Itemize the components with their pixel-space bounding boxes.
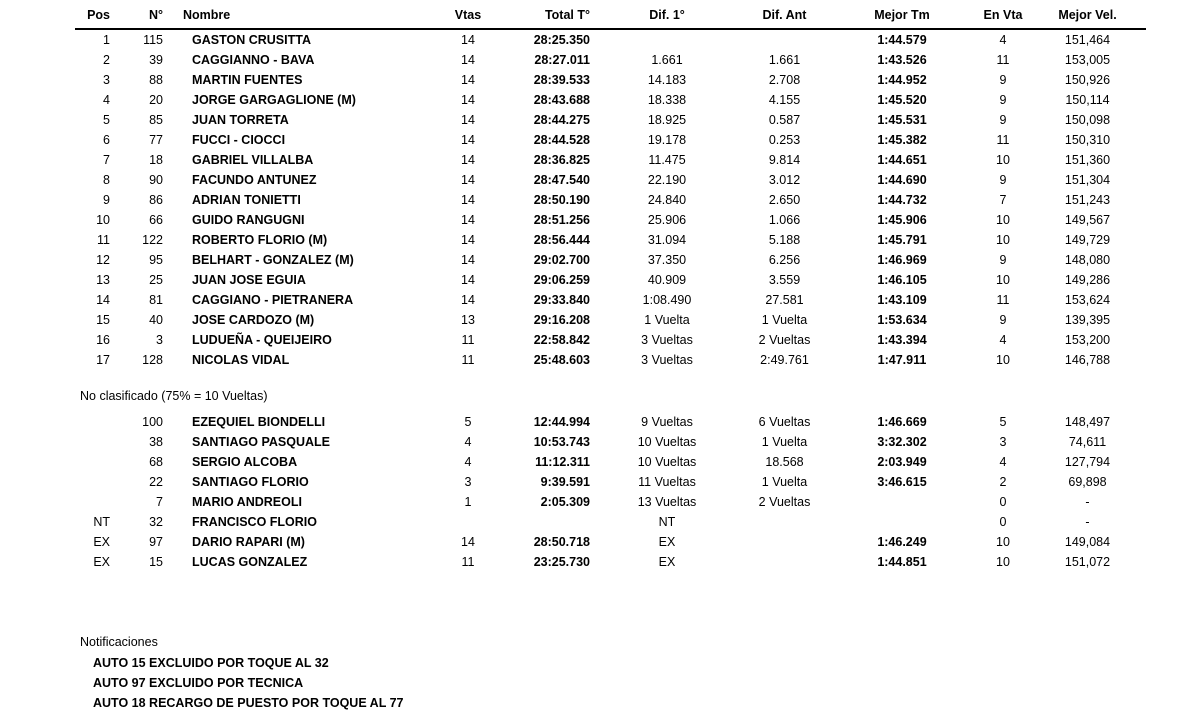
- cell-gap-to-previous: 2.708: [768, 73, 801, 87]
- cell-best-lap-time: 1:43.109: [877, 293, 927, 307]
- cell-best-lap-time: 1:45.520: [877, 93, 927, 107]
- notification-item: AUTO 97 EXCLUIDO POR TECNICA: [93, 676, 304, 690]
- cell-best-lap-number: 3: [999, 435, 1007, 449]
- cell-best-speed: 153,005: [1064, 53, 1111, 67]
- notifications-section: [80, 632, 404, 713]
- result-row: [75, 170, 1146, 190]
- cell-gap-to-previous: [742, 512, 827, 532]
- cell-driver-name: FACUNDO ANTUNEZ: [192, 173, 317, 187]
- cell-driver-name: JOSE CARDOZO (M): [192, 313, 315, 327]
- cell-best-lap-number: 11: [996, 293, 1010, 307]
- cell-laps: 14: [461, 253, 475, 267]
- cell-driver-name: ROBERTO FLORIO (M): [192, 233, 328, 247]
- cell-laps: 14: [461, 213, 475, 227]
- cell-total-time: 29:06.259: [533, 273, 590, 287]
- cell-best-lap-time: 1:46.669: [877, 415, 927, 429]
- cell-driver-name: CAGGIANNO - BAVA: [192, 53, 315, 67]
- cell-gap-to-previous: 6 Vueltas: [758, 415, 811, 429]
- result-row: [75, 30, 1146, 50]
- cell-gap-to-leader: EX: [658, 535, 676, 549]
- cell-best-lap-number: 0: [999, 515, 1007, 529]
- cell-driver-name: GABRIEL VILLALBA: [192, 153, 314, 167]
- cell-position: 10: [96, 213, 110, 227]
- cell-best-speed: 74,611: [1068, 435, 1107, 449]
- cell-total-time: [496, 512, 592, 532]
- cell-laps: 4: [464, 435, 472, 449]
- col-header-total-time: Total T°: [544, 8, 590, 22]
- cell-gap-to-previous: 4.155: [768, 93, 801, 107]
- cell-laps: [440, 512, 496, 532]
- cell-gap-to-leader: 25.906: [647, 213, 687, 227]
- cell-best-speed: 148,497: [1064, 415, 1111, 429]
- cell-total-time: 28:51.256: [533, 213, 590, 227]
- cell-best-lap-time: [827, 492, 977, 512]
- cell-best-lap-number: 11: [996, 133, 1010, 147]
- result-row: [75, 412, 1146, 432]
- cell-total-time: 28:50.718: [533, 535, 590, 549]
- cell-gap-to-previous: 1.661: [768, 53, 801, 67]
- cell-best-speed: 149,286: [1064, 273, 1111, 287]
- cell-driver-name: FUCCI - CIOCCI: [192, 133, 286, 147]
- cell-laps: 14: [461, 113, 475, 127]
- cell-best-lap-time: 1:45.791: [877, 233, 927, 247]
- cell-total-time: 28:50.190: [533, 193, 590, 207]
- cell-total-time: 28:39.533: [533, 73, 590, 87]
- cell-best-lap-number: 4: [999, 333, 1007, 347]
- cell-gap-to-previous: 2 Vueltas: [758, 333, 811, 347]
- cell-car-number: 88: [149, 73, 163, 87]
- cell-car-number: 3: [156, 333, 163, 347]
- cell-car-number: 66: [149, 213, 163, 227]
- cell-gap-to-previous: 1 Vuelta: [761, 435, 808, 449]
- result-row: [75, 512, 1146, 532]
- cell-car-number: 85: [149, 113, 163, 127]
- col-header-gap-leader: Dif. 1°: [649, 8, 685, 22]
- cell-gap-to-previous: 5.188: [768, 233, 801, 247]
- cell-best-lap-number: 9: [999, 93, 1007, 107]
- cell-best-lap-number: 10: [996, 353, 1010, 367]
- result-row: [75, 432, 1146, 452]
- cell-best-lap-time: 1:44.651: [877, 153, 927, 167]
- result-row: [75, 50, 1146, 70]
- cell-laps: 14: [461, 93, 475, 107]
- cell-best-lap-number: 7: [999, 193, 1007, 207]
- cell-driver-name: EZEQUIEL BIONDELLI: [192, 415, 326, 429]
- cell-gap-to-leader: 3 Vueltas: [641, 333, 693, 347]
- result-row: [75, 270, 1146, 290]
- cell-laps: 14: [461, 273, 475, 287]
- cell-driver-name: SANTIAGO FLORIO: [192, 475, 309, 489]
- col-header-pos: Pos: [87, 8, 110, 22]
- result-row: [75, 150, 1146, 170]
- col-header-gap-prev: Dif. Ant: [762, 8, 807, 22]
- cell-best-lap-time: 2:03.949: [877, 455, 927, 469]
- result-row: [75, 110, 1146, 130]
- cell-laps: 4: [464, 455, 472, 469]
- cell-driver-name: DARIO RAPARI (M): [192, 535, 305, 549]
- cell-laps: 14: [461, 293, 475, 307]
- cell-laps: 14: [461, 173, 475, 187]
- cell-best-lap-time: 1:44.851: [877, 555, 927, 569]
- cell-position: [75, 452, 115, 472]
- cell-gap-to-leader: 1.661: [651, 53, 683, 67]
- cell-car-number: 25: [149, 273, 163, 287]
- cell-position: 12: [96, 253, 110, 267]
- cell-car-number: 95: [149, 253, 163, 267]
- cell-gap-to-leader: 14.183: [647, 73, 687, 87]
- not-classified-rows: [75, 412, 1146, 572]
- cell-position: 15: [96, 313, 110, 327]
- cell-car-number: 39: [149, 53, 163, 67]
- cell-driver-name: MARTIN FUENTES: [192, 73, 303, 87]
- notification-item: AUTO 15 EXCLUIDO POR TOQUE AL 32: [93, 656, 329, 670]
- cell-laps: 14: [461, 133, 475, 147]
- cell-position: 11: [97, 233, 110, 247]
- cell-best-lap-time: 1:45.906: [877, 213, 927, 227]
- cell-laps: 14: [461, 153, 475, 167]
- cell-best-speed: 69,898: [1068, 475, 1107, 489]
- cell-position: 2: [103, 53, 110, 67]
- cell-position: 13: [96, 273, 110, 287]
- cell-total-time: 2:05.309: [540, 495, 590, 509]
- cell-best-speed: 151,360: [1064, 153, 1111, 167]
- cell-car-number: 90: [149, 173, 163, 187]
- cell-laps: 11: [461, 333, 475, 347]
- cell-total-time: 29:02.700: [533, 253, 590, 267]
- cell-gap-to-previous: 1.066: [768, 213, 801, 227]
- result-row: [75, 70, 1146, 90]
- cell-car-number: 15: [149, 555, 163, 569]
- cell-gap-to-leader: 18.338: [647, 93, 687, 107]
- cell-total-time: 22:58.842: [533, 333, 590, 347]
- col-header-car-number: N°: [148, 8, 163, 22]
- cell-driver-name: LUCAS GONZALEZ: [192, 555, 308, 569]
- cell-gap-to-leader: 40.909: [647, 273, 687, 287]
- cell-best-lap-time: 1:45.382: [877, 133, 927, 147]
- result-row: [75, 190, 1146, 210]
- cell-position: 7: [103, 153, 110, 167]
- cell-car-number: 38: [149, 435, 163, 449]
- cell-position: 14: [96, 293, 110, 307]
- cell-gap-to-previous: 9.814: [768, 153, 801, 167]
- result-row: [75, 250, 1146, 270]
- cell-best-lap-time: 1:46.969: [877, 253, 927, 267]
- cell-best-lap-time: 1:47.911: [877, 353, 927, 367]
- cell-total-time: 9:39.591: [540, 475, 590, 489]
- cell-gap-to-previous: 3.012: [768, 173, 801, 187]
- cell-car-number: 122: [142, 233, 163, 247]
- cell-best-speed: 149,567: [1064, 213, 1111, 227]
- cell-gap-to-leader: 9 Vueltas: [641, 415, 693, 429]
- cell-best-speed: 151,464: [1064, 33, 1111, 47]
- cell-laps: 11: [461, 555, 475, 569]
- cell-position: EX: [93, 555, 110, 569]
- cell-best-lap-number: 9: [999, 313, 1007, 327]
- cell-best-lap-number: 9: [999, 73, 1007, 87]
- cell-driver-name: BELHART - GONZALEZ (M): [192, 253, 354, 267]
- cell-gap-to-leader: 11 Vueltas: [638, 475, 696, 489]
- cell-best-speed: 153,200: [1064, 333, 1111, 347]
- cell-position: 1: [103, 33, 110, 47]
- cell-best-lap-number: 11: [996, 53, 1010, 67]
- cell-total-time: 29:16.208: [533, 313, 590, 327]
- cell-best-lap-time: 1:45.531: [877, 113, 927, 127]
- cell-best-lap-number: 4: [999, 455, 1007, 469]
- cell-best-speed: 149,729: [1064, 233, 1111, 247]
- cell-car-number: 77: [149, 133, 163, 147]
- cell-gap-to-previous: 18.568: [765, 455, 804, 469]
- cell-gap-to-leader: [592, 30, 742, 50]
- col-header-best-lap: Mejor Tm: [874, 8, 930, 22]
- cell-best-lap-number: 0: [999, 495, 1007, 509]
- cell-gap-to-previous: 2:49.761: [760, 353, 809, 367]
- cell-best-speed: 151,072: [1064, 555, 1111, 569]
- cell-laps: 14: [461, 535, 475, 549]
- cell-gap-to-previous: 1 Vuelta: [761, 313, 808, 327]
- cell-best-lap-number: 2: [999, 475, 1007, 489]
- cell-position: [75, 412, 115, 432]
- cell-car-number: 40: [149, 313, 163, 327]
- cell-driver-name: MARIO ANDREOLI: [192, 495, 302, 509]
- cell-driver-name: ADRIAN TONIETTI: [192, 193, 301, 207]
- cell-best-lap-number: 9: [999, 173, 1007, 187]
- cell-position: [75, 432, 115, 452]
- cell-car-number: 32: [149, 515, 163, 529]
- notifications-title: Notificaciones: [80, 635, 158, 649]
- cell-car-number: 20: [149, 93, 163, 107]
- cell-car-number: 22: [149, 475, 163, 489]
- cell-total-time: 28:27.011: [534, 53, 590, 67]
- result-row: [75, 310, 1146, 330]
- cell-car-number: 115: [143, 33, 163, 47]
- cell-best-speed: 151,304: [1064, 173, 1111, 187]
- cell-position: EX: [93, 535, 110, 549]
- notifications-list: [80, 653, 404, 713]
- cell-best-speed: 139,395: [1064, 313, 1111, 327]
- cell-laps: 14: [461, 193, 475, 207]
- col-header-best-speed: Mejor Vel.: [1058, 8, 1117, 22]
- cell-car-number: 86: [149, 193, 163, 207]
- cell-gap-to-previous: 6.256: [768, 253, 801, 267]
- classification-table: [75, 5, 1146, 370]
- cell-driver-name: JUAN JOSE EGUIA: [192, 273, 306, 287]
- cell-position: 5: [103, 113, 110, 127]
- cell-best-speed: -: [1085, 495, 1090, 509]
- cell-best-lap-number: 10: [996, 213, 1010, 227]
- cell-laps: 14: [461, 33, 475, 47]
- cell-gap-to-leader: 22.190: [647, 173, 687, 187]
- cell-gap-to-leader: 37.350: [647, 253, 687, 267]
- cell-driver-name: SERGIO ALCOBA: [192, 455, 298, 469]
- cell-laps: 3: [464, 475, 472, 489]
- cell-best-lap-time: 3:32.302: [877, 435, 927, 449]
- result-row: [75, 330, 1146, 350]
- cell-total-time: 25:48.603: [533, 353, 590, 367]
- cell-driver-name: NICOLAS VIDAL: [192, 353, 290, 367]
- cell-best-speed: 150,114: [1065, 93, 1110, 107]
- cell-laps: 1: [464, 495, 472, 509]
- cell-driver-name: JUAN TORRETA: [192, 113, 289, 127]
- cell-position: 8: [103, 173, 110, 187]
- cell-best-lap-number: 10: [996, 535, 1010, 549]
- cell-laps: 5: [464, 415, 472, 429]
- cell-total-time: 28:43.688: [533, 93, 590, 107]
- cell-driver-name: FRANCISCO FLORIO: [192, 515, 317, 529]
- result-row: [75, 210, 1146, 230]
- result-row: [75, 532, 1146, 552]
- cell-total-time: 29:33.840: [533, 293, 590, 307]
- not-classified-label: No clasificado (75% = 10 Vueltas): [80, 389, 268, 403]
- cell-gap-to-leader: 24.840: [647, 193, 687, 207]
- cell-car-number: 100: [142, 415, 163, 429]
- cell-gap-to-leader: 1:08.490: [642, 293, 692, 307]
- result-row: [75, 552, 1146, 572]
- cell-driver-name: LUDUEÑA - QUEIJEIRO: [192, 333, 332, 347]
- cell-gap-to-leader: NT: [658, 515, 676, 529]
- cell-total-time: 28:47.540: [533, 173, 590, 187]
- notification-item: AUTO 18 RECARGO DE PUESTO POR TOQUE AL 77: [93, 696, 404, 710]
- cell-driver-name: GASTON CRUSITTA: [192, 33, 311, 47]
- cell-position: 17: [96, 353, 110, 367]
- cell-gap-to-leader: 31.094: [647, 233, 687, 247]
- cell-total-time: 28:25.350: [533, 33, 590, 47]
- cell-best-lap-time: 1:44.690: [877, 173, 927, 187]
- result-row: [75, 452, 1146, 472]
- cell-best-lap-time: 1:44.579: [877, 33, 927, 47]
- cell-best-lap-number: 10: [996, 555, 1010, 569]
- cell-position: [75, 492, 115, 512]
- cell-gap-to-leader: 11.475: [648, 153, 686, 167]
- cell-gap-to-leader: 10 Vueltas: [637, 455, 697, 469]
- cell-best-lap-number: 9: [999, 113, 1007, 127]
- cell-position: NT: [93, 515, 110, 529]
- cell-gap-to-previous: 3.559: [768, 273, 801, 287]
- cell-total-time: 23:25.730: [533, 555, 590, 569]
- cell-gap-to-leader: 3 Vueltas: [641, 353, 693, 367]
- cell-gap-to-leader: 19.178: [647, 133, 687, 147]
- col-header-on-lap: En Vta: [983, 8, 1023, 22]
- cell-gap-to-previous: 2.650: [768, 193, 801, 207]
- cell-best-lap-time: 3:46.615: [877, 475, 927, 489]
- cell-laps: 13: [461, 313, 475, 327]
- cell-position: 6: [103, 133, 110, 147]
- cell-best-lap-time: 1:46.249: [877, 535, 927, 549]
- result-row: [75, 90, 1146, 110]
- cell-gap-to-previous: 2 Vueltas: [758, 495, 811, 509]
- col-header-name: Nombre: [183, 8, 231, 22]
- cell-best-lap-time: 1:44.732: [877, 193, 927, 207]
- cell-best-lap-time: 1:53.634: [877, 313, 927, 327]
- cell-position: 4: [103, 93, 110, 107]
- cell-best-lap-time: [827, 512, 977, 532]
- cell-gap-to-leader: 13 Vueltas: [637, 495, 697, 509]
- cell-position: 3: [103, 73, 110, 87]
- cell-car-number: 68: [149, 455, 163, 469]
- cell-total-time: 28:44.528: [533, 133, 590, 147]
- cell-best-lap-time: 1:44.952: [877, 73, 927, 87]
- cell-driver-name: GUIDO RANGUGNI: [192, 213, 305, 227]
- cell-gap-to-previous: [742, 532, 827, 552]
- cell-car-number: 7: [156, 495, 163, 509]
- cell-driver-name: CAGGIANO - PIETRANERA: [192, 293, 354, 307]
- cell-best-lap-time: 1:46.105: [877, 273, 927, 287]
- cell-best-speed: 146,788: [1064, 353, 1111, 367]
- cell-total-time: 10:53.743: [533, 435, 590, 449]
- cell-gap-to-previous: 0.587: [768, 113, 801, 127]
- cell-car-number: 97: [149, 535, 163, 549]
- result-row: [75, 350, 1146, 370]
- cell-car-number: 128: [142, 353, 163, 367]
- cell-driver-name: JORGE GARGAGLIONE (M): [192, 93, 356, 107]
- cell-best-lap-number: 4: [999, 33, 1007, 47]
- cell-best-speed: 150,098: [1064, 113, 1111, 127]
- cell-position: [75, 472, 115, 492]
- result-row: [75, 492, 1146, 512]
- cell-gap-to-previous: 1 Vuelta: [761, 475, 808, 489]
- cell-best-lap-number: 10: [996, 153, 1010, 167]
- table-header-row: [75, 5, 1146, 30]
- cell-total-time: 11:12.311: [535, 455, 590, 469]
- cell-gap-to-leader: 10 Vueltas: [637, 435, 697, 449]
- col-header-laps: Vtas: [454, 8, 482, 22]
- cell-best-speed: 148,080: [1064, 253, 1111, 267]
- cell-laps: 14: [461, 73, 475, 87]
- cell-best-lap-number: 5: [999, 415, 1007, 429]
- cell-best-speed: 153,624: [1064, 293, 1111, 307]
- classified-rows: [75, 30, 1146, 370]
- cell-gap-to-previous: [742, 552, 827, 572]
- result-row: [75, 230, 1146, 250]
- result-row: [75, 130, 1146, 150]
- cell-gap-to-previous: 27.581: [765, 293, 804, 307]
- cell-total-time: 28:44.275: [533, 113, 590, 127]
- cell-gap-to-previous: 0.253: [768, 133, 801, 147]
- cell-gap-to-leader: 18.925: [647, 113, 687, 127]
- cell-car-number: 81: [149, 293, 163, 307]
- cell-gap-to-previous: [742, 30, 827, 50]
- cell-driver-name: SANTIAGO PASQUALE: [192, 435, 330, 449]
- cell-total-time: 28:56.444: [533, 233, 590, 247]
- cell-best-speed: 127,794: [1064, 455, 1111, 469]
- cell-best-lap-time: 1:43.394: [877, 333, 927, 347]
- cell-best-speed: 151,243: [1064, 193, 1111, 207]
- cell-total-time: 28:36.825: [533, 153, 590, 167]
- cell-position: 9: [103, 193, 110, 207]
- result-row: [75, 290, 1146, 310]
- cell-best-speed: 150,310: [1064, 133, 1111, 147]
- cell-best-speed: 150,926: [1064, 73, 1111, 87]
- cell-laps: 14: [461, 53, 475, 67]
- result-row: [75, 472, 1146, 492]
- cell-gap-to-leader: 1 Vuelta: [644, 313, 690, 327]
- cell-best-lap-time: 1:43.526: [877, 53, 927, 67]
- cell-position: 16: [96, 333, 110, 347]
- cell-best-speed: 149,084: [1064, 535, 1111, 549]
- cell-total-time: 12:44.994: [533, 415, 590, 429]
- cell-car-number: 18: [149, 153, 163, 167]
- cell-laps: 11: [461, 353, 475, 367]
- cell-gap-to-leader: EX: [658, 555, 676, 569]
- cell-best-lap-number: 10: [996, 233, 1010, 247]
- cell-laps: 14: [461, 233, 475, 247]
- cell-best-lap-number: 9: [999, 253, 1007, 267]
- cell-best-lap-number: 10: [996, 273, 1010, 287]
- cell-best-speed: -: [1085, 515, 1090, 529]
